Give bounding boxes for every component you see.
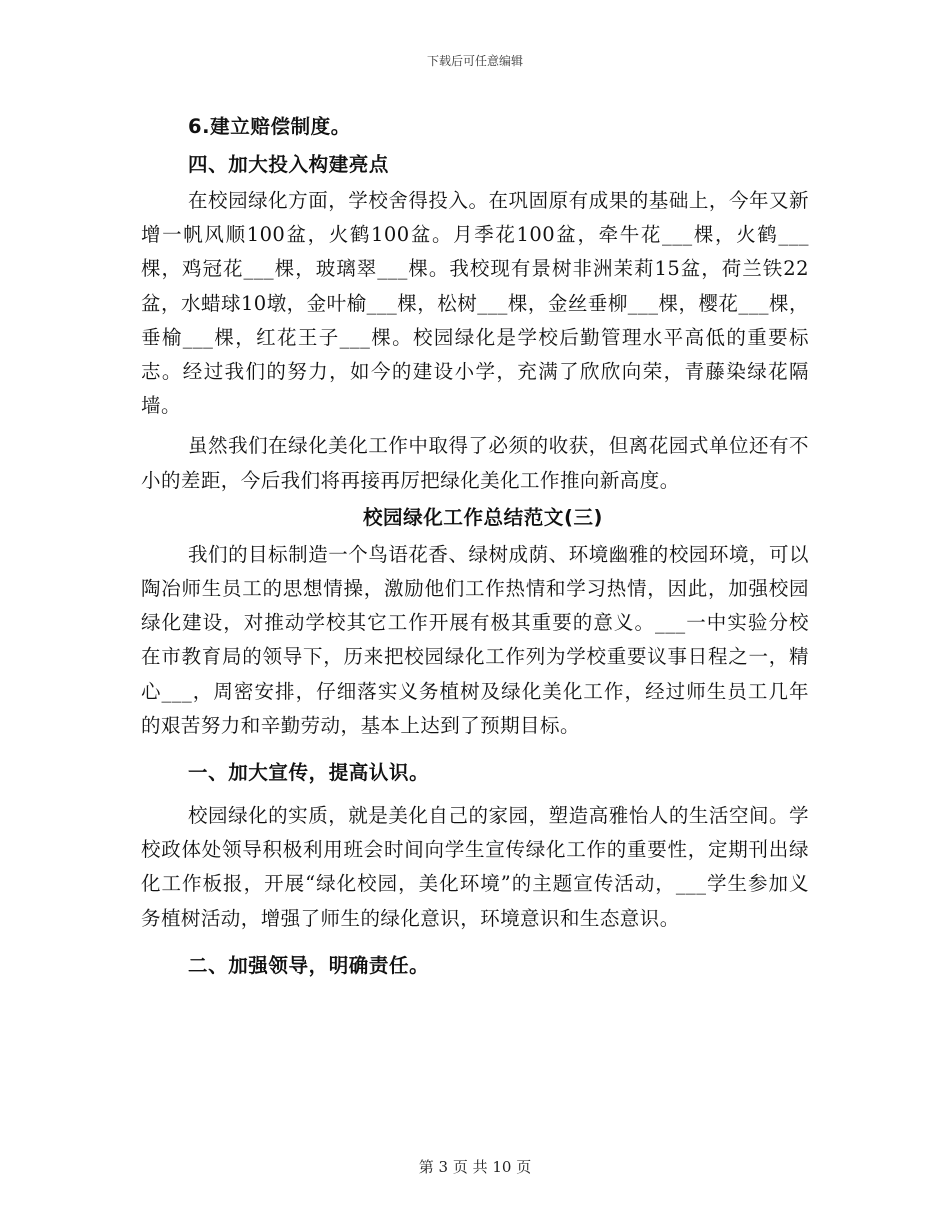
page-number: 第 3 页 共 10 页 [418,1158,532,1176]
item-6-heading: 6.建立赔偿制度。 [188,115,351,138]
intro-paragraph: 我们的目标制造一个鸟语花香、绿树成荫、环境幽雅的校园环境，可以陶冶师生员工的思想情操，激励他们工作热情和学习热情，因此，加强校园绿化建设，对推动学校其它工作开展有极其重要的意义。___一中实验分校在市教育局的领导下，历来把校园绿化工作列为学校重要议事日程之一，精心___，周密安排，仔细落实义务植树及绿化美化工作，经过师生员工几年的艰苦努力和辛勤劳动，基本上达到了预期目标。 [141,542,809,737]
header-note: 下载后可任意编辑 [426,54,523,68]
summary-paragraph: 虽然我们在绿化美化工作中取得了必须的收获，但离花园式单位还有不小的差距，今后我们将再接再厉把绿化美化工作推向新高度。 [141,434,809,492]
greening-investment-paragraph: 在校园绿化方面，学校舍得投入。在巩固原有成果的基础上，今年又新增一帆风顺100盆，火鹤100盆。月季花100盆，牵牛花___棵，火鹤___棵，鸡冠花___棵，玻璃翠___棵。我校现有景树非洲茉莉15盆，荷兰铁22盆，水蜡球10墩，金叶榆___棵，松树___棵，金丝垂柳___棵，樱花___棵，垂榆___棵，红花王子___棵。校园绿化是学校后勤管理水平高低的重要标志。经过我们的努力，如今的建设小学，充满了欣欣向荣，青藤染绿花隔墙。 [141,189,809,418]
section-4-heading: 四、加大投入构建亮点 [188,153,390,176]
leadership-heading: 二、加强领导，明确责任。 [188,953,430,977]
document-body [141,108,809,992]
publicity-paragraph: 校园绿化的实质，就是美化自己的家园，塑造高雅怡人的生活空间。学校政体处领导积极利用班会时间向学生宣传绿化工作的重要性，定期刊出绿化工作板报，开展“绿化校园，美化环境”的主题宣传活动，___学生参加义务植树活动，增强了师生的绿化意识，环境意识和生态意识。 [141,804,809,930]
publicity-heading: 一、加大宣传，提高认识。 [188,761,430,785]
section-3-title: 校园绿化工作总结范文(三) [362,505,604,529]
